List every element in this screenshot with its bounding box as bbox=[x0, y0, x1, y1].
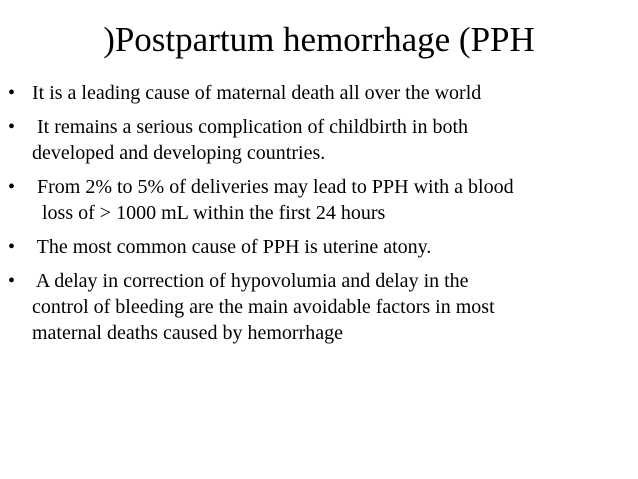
bullet-item bbox=[8, 80, 633, 106]
bullet-text-line: developed and developing countries. bbox=[32, 142, 326, 164]
bullet-marker: • bbox=[8, 116, 16, 138]
bullet-text-line: It is a leading cause of maternal death all over the world bbox=[32, 82, 482, 104]
slide-title: )Postpartum hemorrhage (PPH bbox=[103, 20, 535, 59]
bullet-item bbox=[8, 268, 633, 346]
bullet-text-line: loss of > 1000 mL within the first 24 hours bbox=[32, 202, 386, 224]
bullet-item bbox=[8, 174, 633, 226]
bullet-text-line: From 2% to 5% of deliveries may lead to PPH with a blood bbox=[32, 176, 514, 198]
bullet-text-line: It remains a serious complication of childbirth in both bbox=[32, 116, 469, 138]
bullet-marker: • bbox=[8, 236, 16, 258]
bullet-marker: • bbox=[8, 176, 16, 198]
bullet-marker: • bbox=[8, 270, 16, 292]
bullet-text-line: maternal deaths caused by hemorrhage bbox=[32, 322, 343, 344]
bullet-text-line: The most common cause of PPH is uterine atony. bbox=[32, 236, 432, 258]
bullet-marker: • bbox=[8, 82, 16, 104]
bullet-item bbox=[8, 234, 633, 260]
bullet-text-line: A delay in correction of hypovolumia and delay in the bbox=[32, 270, 469, 292]
bullet-text-line: control of bleeding are the main avoidable factors in most bbox=[32, 296, 495, 318]
bullet-list bbox=[8, 80, 633, 354]
bullet-item bbox=[8, 114, 633, 166]
